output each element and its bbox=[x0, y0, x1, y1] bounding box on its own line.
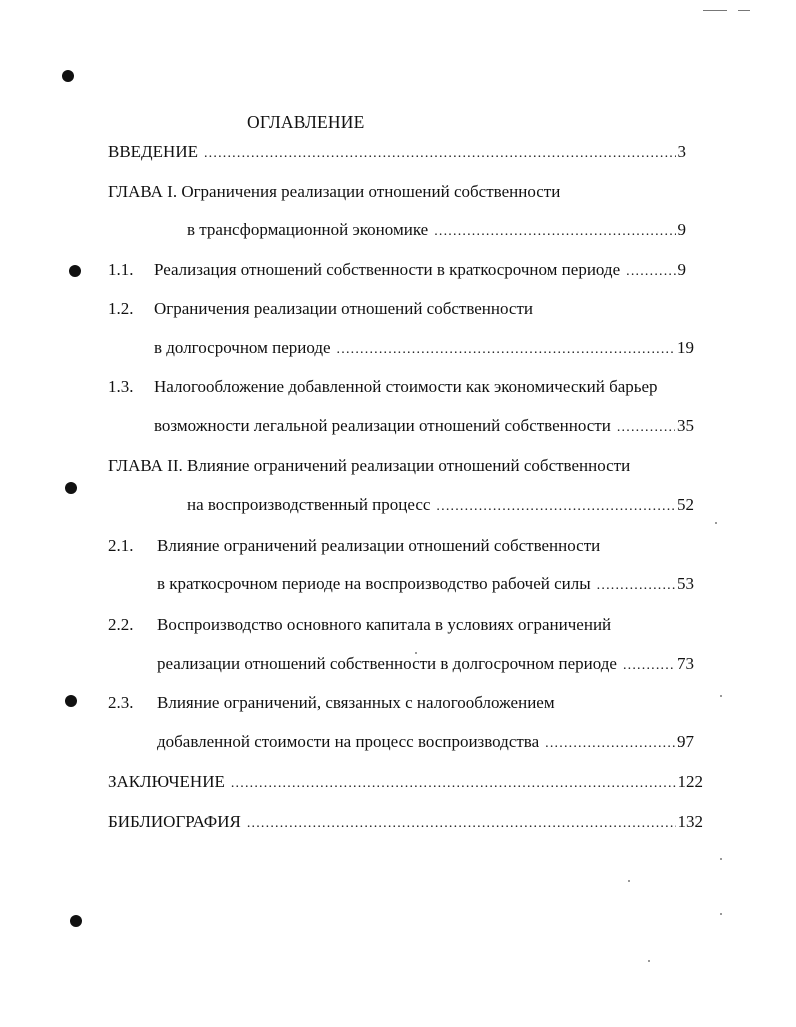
leader-dots bbox=[597, 575, 675, 597]
punch-hole-mark bbox=[70, 915, 82, 927]
leader-dots bbox=[545, 733, 675, 755]
toc-page-number: 35 bbox=[677, 416, 694, 435]
toc-entry-label: на воспроизводственный процесс bbox=[187, 495, 431, 514]
scan-speck bbox=[715, 522, 717, 524]
section-number: 2.2. bbox=[108, 615, 134, 634]
toc-entry-label: возможности легальной реализации отношений собственности bbox=[154, 416, 611, 435]
leader-dots bbox=[617, 417, 675, 439]
toc-page-number: 52 bbox=[677, 495, 694, 514]
section-number: 2.3. bbox=[108, 693, 134, 712]
toc-entry-chapter-1[interactable] bbox=[187, 219, 686, 243]
toc-page-number: 97 bbox=[677, 732, 694, 751]
toc-page-number: 73 bbox=[677, 654, 694, 673]
leader-dots bbox=[337, 339, 675, 361]
punch-hole-mark bbox=[65, 695, 77, 707]
toc-entry-label: ВВЕДЕНИЕ bbox=[108, 142, 198, 161]
scan-artifact-line bbox=[703, 10, 727, 11]
toc-chapter-heading: ГЛАВА I. Ограничения реализации отношений собственности bbox=[108, 182, 561, 201]
scan-speck bbox=[648, 960, 650, 962]
punch-hole-mark bbox=[69, 265, 81, 277]
toc-entry-label: в краткосрочном периоде на воспроизводство рабочей силы bbox=[157, 574, 591, 593]
toc-entry-bibliography[interactable] bbox=[108, 811, 703, 835]
toc-entry-label: добавленной стоимости на процесс воспроизводства bbox=[157, 732, 540, 751]
scan-speck bbox=[720, 695, 722, 697]
toc-entry-label: Реализация отношений собственности в краткосрочном периоде bbox=[154, 260, 621, 279]
toc-page-number: 9 bbox=[677, 260, 686, 279]
toc-page-number: 9 bbox=[677, 220, 686, 239]
toc-entry-chapter-2[interactable] bbox=[187, 494, 694, 518]
leader-dots bbox=[231, 773, 676, 795]
toc-entry-intro[interactable] bbox=[108, 141, 686, 165]
punch-hole-mark bbox=[65, 482, 77, 494]
toc-entry-heading: Воспроизводство основного капитала в условиях ограничений bbox=[157, 615, 612, 634]
toc-entry-label: реализации отношений собственности в долгосрочном периоде bbox=[157, 654, 617, 673]
toc-entry-label: в долгосрочном периоде bbox=[154, 338, 331, 357]
section-number: 1.2. bbox=[108, 299, 134, 318]
toc-entry-1-1[interactable] bbox=[154, 259, 686, 283]
toc-entry-label: ЗАКЛЮЧЕНИЕ bbox=[108, 772, 225, 791]
leader-dots bbox=[204, 143, 676, 165]
toc-page-number: 122 bbox=[677, 772, 703, 791]
toc-entry-2-2[interactable] bbox=[157, 653, 694, 677]
punch-hole-mark bbox=[62, 70, 74, 82]
scan-artifact-line bbox=[738, 10, 750, 11]
toc-entry-label: в трансформационной экономике bbox=[187, 220, 429, 239]
leader-dots bbox=[247, 813, 676, 835]
toc-entry-heading: Налогообложение добавленной стоимости как экономический барьер bbox=[154, 377, 658, 396]
toc-entry-1-2[interactable] bbox=[154, 337, 694, 361]
toc-entry-heading: Ограничения реализации отношений собственности bbox=[154, 299, 533, 318]
toc-page-number: 3 bbox=[677, 142, 686, 161]
leader-dots bbox=[434, 221, 675, 243]
toc-page-number: 53 bbox=[677, 574, 694, 593]
toc-chapter-heading: ГЛАВА II. Влияние ограничений реализации отношений собственности bbox=[108, 456, 631, 475]
toc-title: ОГЛАВЛЕНИЕ bbox=[247, 112, 365, 132]
leader-dots bbox=[626, 261, 675, 283]
leader-dots bbox=[436, 496, 675, 518]
section-number: 1.1. bbox=[108, 260, 134, 279]
toc-entry-1-3[interactable] bbox=[154, 415, 694, 439]
toc-entry-conclusion[interactable] bbox=[108, 771, 703, 795]
scan-speck bbox=[720, 858, 722, 860]
toc-page-number: 132 bbox=[677, 812, 703, 831]
toc-page-number: 19 bbox=[677, 338, 694, 357]
toc-entry-label: БИБЛИОГРАФИЯ bbox=[108, 812, 241, 831]
section-number: 2.1. bbox=[108, 536, 134, 555]
leader-dots bbox=[623, 655, 675, 677]
toc-entry-heading: Влияние ограничений, связанных с налогообложением bbox=[157, 693, 555, 712]
toc-entry-2-1[interactable] bbox=[157, 573, 694, 597]
toc-entry-2-3[interactable] bbox=[157, 731, 694, 755]
toc-entry-heading: Влияние ограничений реализации отношений собственности bbox=[157, 536, 601, 555]
scan-speck bbox=[628, 880, 630, 882]
scan-speck bbox=[720, 913, 722, 915]
section-number: 1.3. bbox=[108, 377, 134, 396]
